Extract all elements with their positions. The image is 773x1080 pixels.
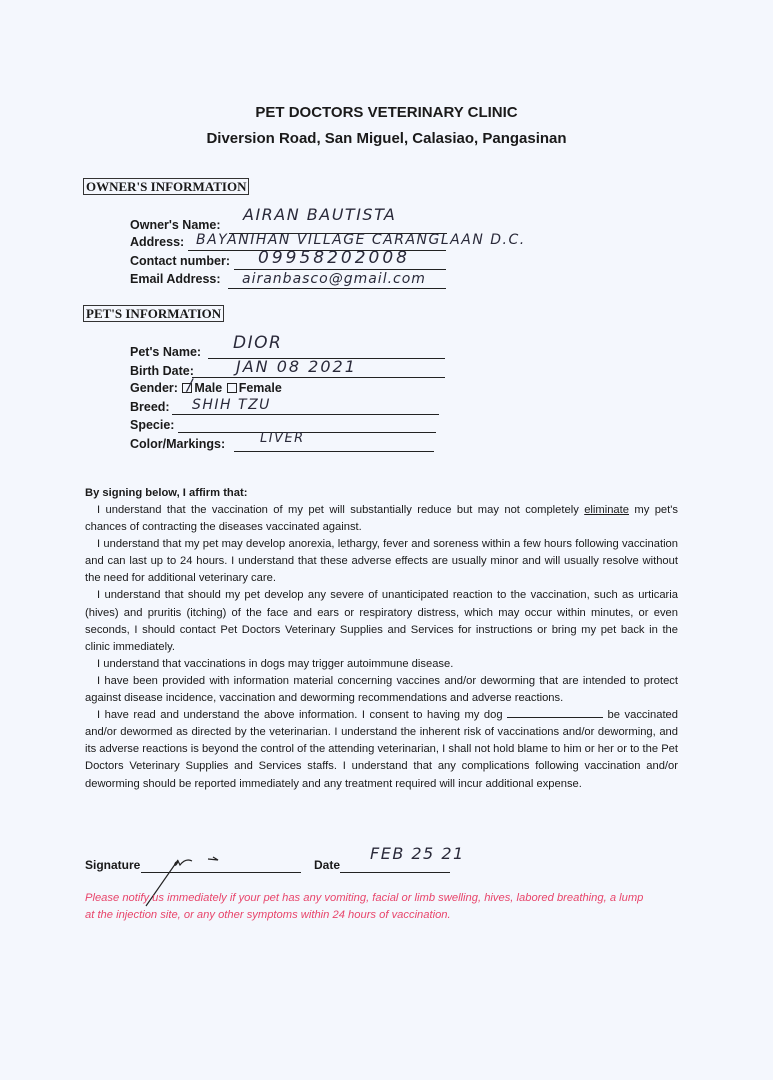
owner-address-label: Address: [130,235,185,249]
contact-line [234,269,446,270]
owner-name-value[interactable]: AIRAN BAUTISTA [243,205,397,224]
clinic-address: Diversion Road, San Miguel, Calasiao, Pangasinan [206,130,567,147]
pet-name-value[interactable]: DIOR [233,333,283,353]
affirm-heading: By signing below, I affirm that: [85,487,248,499]
specie-line [178,432,436,433]
email-label: Email Address: [130,272,221,286]
email-value[interactable]: airanbasco@gmail.com [242,271,426,287]
pet-section-title: PET'S INFORMATION [83,305,224,322]
owner-address-value[interactable]: BAYANIHAN VILLAGE CARANGLAAN D.C. [196,232,526,248]
specie-label: Specie: [130,418,175,432]
email-line [228,288,446,289]
female-checkbox[interactable] [227,383,237,393]
male-check-mark: / [187,375,194,394]
affirm-paragraph-5: I have been provided with information material concerning vaccines and/or deworming that are intended to protect against disease incidence, vaccination and deworming recommendations and adverse reactions. [85,674,678,705]
breed-line [172,414,439,415]
dog-name-blank[interactable] [507,707,603,718]
affirm-body [85,502,678,793]
date-value[interactable]: FEB 25 21 [370,844,465,863]
affirm-paragraph-6: I have read and understand the above information. I consent to having my dog be vaccinated and/or dewormed as directed by the veterinarian. I understand the inherent risk of vaccinations and/or deworming, and its adverse reactions is beyond the control of the attending veterinarian, I shall not hold blame to him or her or to the Pet Doctors Veterinary Supplies and Services staffs. I understand that any complications following vaccination and/or deworming should be reported immediately and any treatment required will incur additional expense. [85,709,678,790]
birth-date-line [192,377,445,378]
affirm-paragraph-4: I understand that vaccinations in dogs may trigger autoimmune disease. [97,657,454,670]
breed-value[interactable]: SHIH TZU [192,397,271,413]
color-line [234,451,434,452]
gender-label: Gender: [130,381,178,395]
birth-date-value[interactable]: JAN 08 2021 [236,357,357,376]
contact-label: Contact number: [130,254,230,268]
date-label: Date [314,858,341,872]
date-line [340,872,450,873]
pet-name-label: Pet's Name: [130,345,202,359]
contact-value[interactable]: 09958202008 [258,248,410,268]
affirm-paragraph-3: I understand that should my pet develop any severe of unanticipated reaction to the vaccination, such as urticaria (hives) and pruritis (itching) of the face and ears or respiratory distress, which may occur within minutes, or even seconds, I should contact Pet Doctors Veterinary Supplies and Services for instructions or bring my pet back in the clinic immediately. [85,589,678,653]
gender-male-label: Male [194,381,223,395]
owner-name-label: Owner's Name: [130,218,221,232]
post-vaccination-notice: Please notify us immediately if your pet has any vomiting, facial or limb swelling, hives, labored breathing, a lump at the injection site, or any other symptoms within 24 hours of vaccination. [85,892,644,921]
underlined-word: eliminate [584,504,629,516]
color-value[interactable]: LIVER [260,431,305,446]
gender-female-label: Female [238,381,282,395]
color-label: Color/Markings: [130,437,226,451]
birth-date-label: Birth Date: [130,364,194,378]
gender-row [130,381,282,395]
affirm-paragraph-1: I understand that the vaccination of my pet will substantially reduce but may not completely eliminate my pet's chances of contracting the diseases vaccinated against. [85,504,678,534]
signature-label: Signature [85,858,141,872]
breed-label: Breed: [130,400,170,414]
affirm-paragraph-2: I understand that my pet may develop anorexia, lethargy, fever and soreness within a few hours following vaccination and can last up to 24 hours. I understand that these adverse effects are usually minor and will usually resolve without the need for additional veterinary care. [85,538,678,585]
clinic-name: PET DOCTORS VETERINARY CLINIC [255,104,518,121]
owner-section-title: OWNER'S INFORMATION [83,178,249,195]
